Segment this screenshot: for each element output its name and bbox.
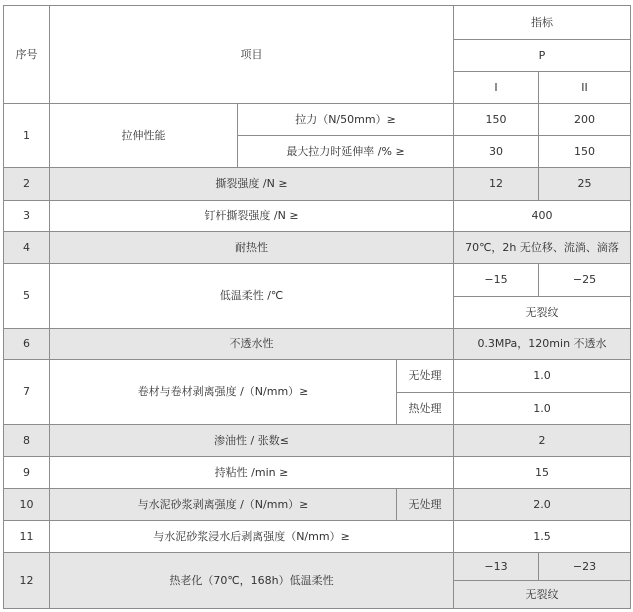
row-name: 与水泥砂浆剥离强度 /（N/mm）≥ — [50, 489, 397, 521]
value-i: 12 — [454, 168, 539, 201]
row-no: 7 — [4, 360, 50, 425]
header-seq: 序号 — [4, 6, 50, 104]
row-value: 0.3MPa，120min 不透水 — [454, 329, 631, 360]
header-ii: II — [539, 72, 631, 104]
row-no: 8 — [4, 425, 50, 457]
table-row — [4, 329, 631, 360]
row-value: 2 — [454, 425, 631, 457]
row-note: 无裂纹 — [454, 297, 631, 329]
row-condition: 无处理 — [397, 489, 454, 521]
row-value: 1.0 — [454, 360, 631, 393]
value-i: 150 — [454, 104, 539, 136]
row-note: 无裂纹 — [454, 581, 631, 609]
row-subitem: 最大拉力时延伸率 /% ≥ — [238, 136, 454, 168]
row-no: 10 — [4, 489, 50, 521]
value-i: −13 — [454, 553, 539, 581]
row-no: 3 — [4, 201, 50, 232]
row-name: 钉杆撕裂强度 /N ≥ — [50, 201, 454, 232]
row-name: 撕裂强度 /N ≥ — [50, 168, 454, 201]
table-row — [4, 489, 631, 521]
row-value: 400 — [454, 201, 631, 232]
value-ii: 25 — [539, 168, 631, 201]
row-no: 2 — [4, 168, 50, 201]
table-row — [4, 553, 631, 581]
table-row — [4, 521, 631, 553]
value-i: −15 — [454, 264, 539, 297]
table-row — [4, 201, 631, 232]
table-row — [4, 360, 631, 393]
table-row — [4, 425, 631, 457]
row-name: 热老化（70℃，168h）低温柔性 — [50, 553, 454, 609]
row-name: 与水泥砂浆浸水后剥离强度（N/mm）≥ — [50, 521, 454, 553]
row-name: 低温柔性 /℃ — [50, 264, 454, 329]
row-value: 1.5 — [454, 521, 631, 553]
row-no: 12 — [4, 553, 50, 609]
row-subitem: 拉力（N/50mm）≥ — [238, 104, 454, 136]
row-value: 1.0 — [454, 393, 631, 425]
row-value: 70℃，2h 无位移、流淌、滴落 — [454, 232, 631, 264]
row-no: 11 — [4, 521, 50, 553]
header-indicator: 指标 — [454, 6, 631, 40]
table-row — [4, 232, 631, 264]
value-ii: 150 — [539, 136, 631, 168]
table-row — [4, 264, 631, 297]
row-no: 5 — [4, 264, 50, 329]
row-name: 渗油性 / 张数≤ — [50, 425, 454, 457]
row-no: 1 — [4, 104, 50, 168]
row-condition: 无处理 — [397, 360, 454, 393]
value-ii: 200 — [539, 104, 631, 136]
row-value: 2.0 — [454, 489, 631, 521]
table-row — [4, 104, 631, 136]
header-i: I — [454, 72, 539, 104]
row-value: 15 — [454, 457, 631, 489]
header-item: 项目 — [50, 6, 454, 104]
row-no: 9 — [4, 457, 50, 489]
row-name: 不透水性 — [50, 329, 454, 360]
row-name: 拉伸性能 — [50, 104, 238, 168]
row-no: 4 — [4, 232, 50, 264]
row-name: 卷材与卷材剥离强度 /（N/mm）≥ — [50, 360, 397, 425]
row-no: 6 — [4, 329, 50, 360]
table-row — [4, 457, 631, 489]
spec-table — [3, 5, 631, 609]
value-i: 30 — [454, 136, 539, 168]
row-name: 持粘性 /min ≥ — [50, 457, 454, 489]
value-ii: −23 — [539, 553, 631, 581]
row-name: 耐热性 — [50, 232, 454, 264]
value-ii: −25 — [539, 264, 631, 297]
header-p: P — [454, 40, 631, 72]
table-row — [4, 168, 631, 201]
row-condition: 热处理 — [397, 393, 454, 425]
